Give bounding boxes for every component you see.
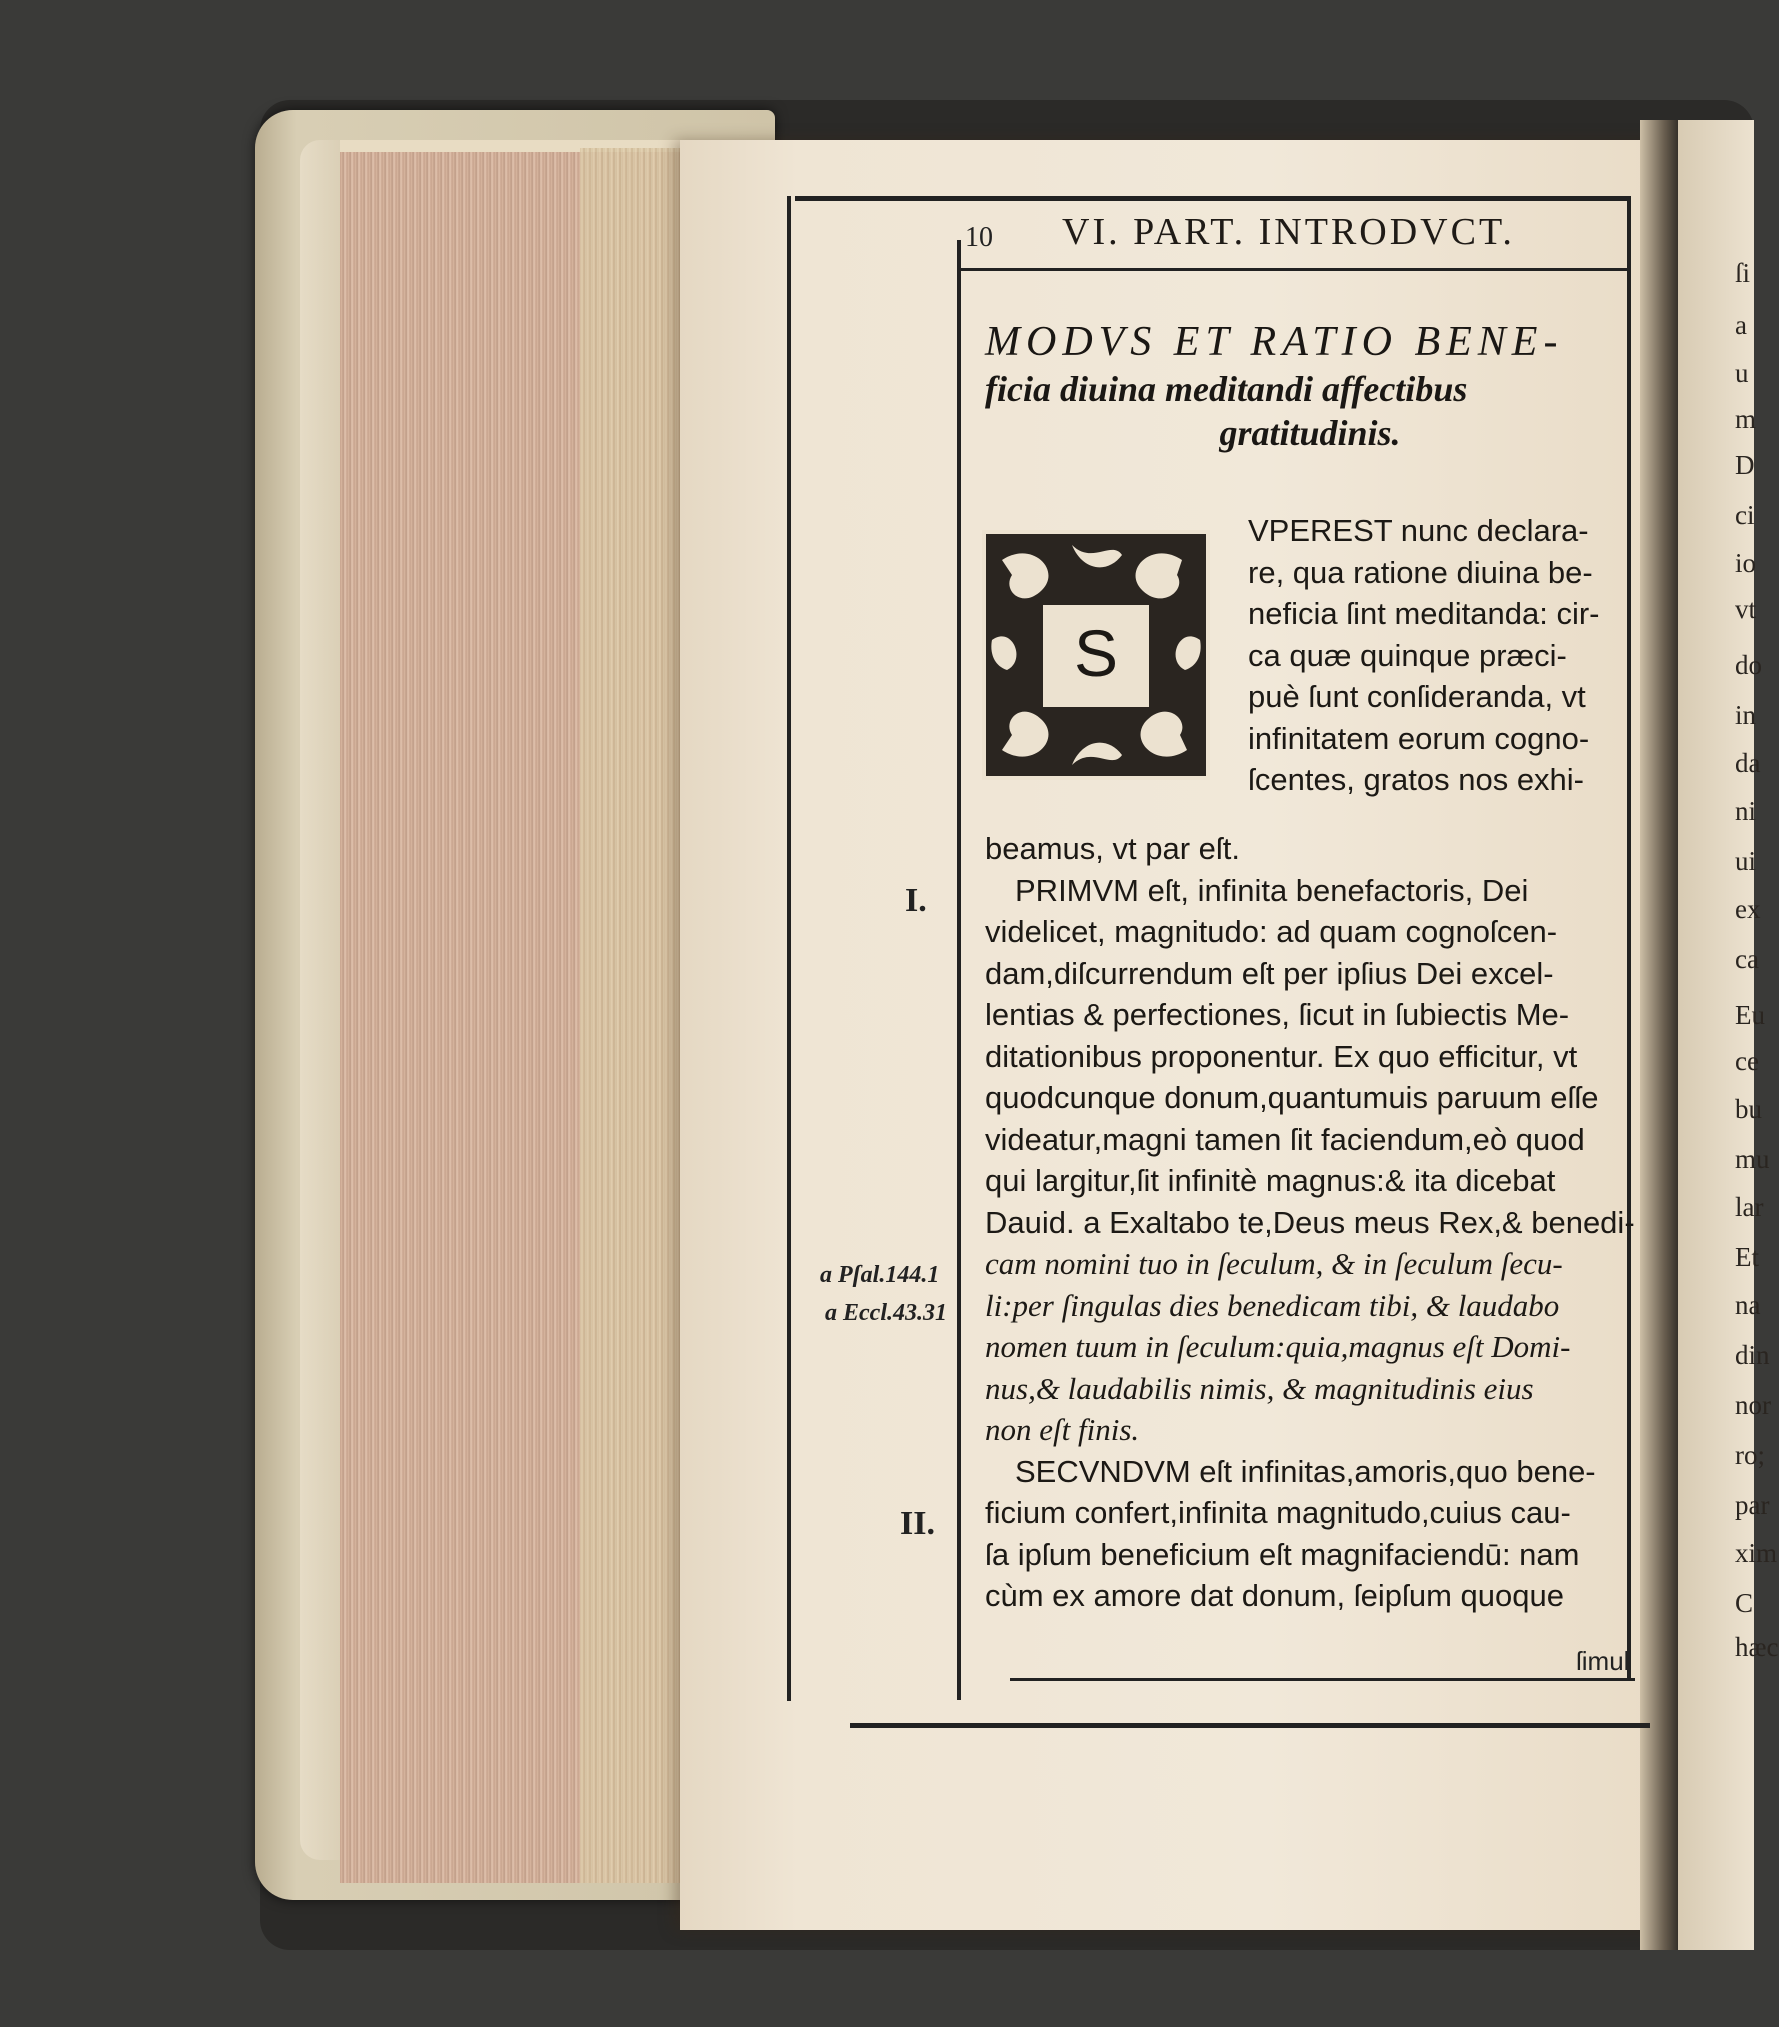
right-page-fragment-text: C bbox=[1735, 1588, 1754, 1618]
right-page-fragment-text: a bbox=[1735, 310, 1747, 340]
body-line: PRIMVM eſt, infinita benefactoris, Dei bbox=[1015, 872, 1529, 908]
right-page-fragment-text: Eu bbox=[1735, 1000, 1765, 1030]
body-line: SECVNDVM eſt infinitas,amoris,quo bene- bbox=[1015, 1453, 1596, 1489]
intro-line: VPEREST nunc declara- bbox=[1248, 513, 1589, 548]
right-page-fragment-text: mu bbox=[1735, 1144, 1770, 1174]
page-number: 10 bbox=[965, 222, 993, 253]
body-line: lentias & perfectiones, ſicut in ſubiectis Me- bbox=[985, 997, 1570, 1032]
title-line-2: ficia diuina meditandi affectibus bbox=[985, 369, 1468, 409]
right-page-fragment-text: lar bbox=[1735, 1192, 1764, 1222]
body-line-quote: li:per ſingulas dies benedicam tibi, & laudabo bbox=[985, 1287, 1560, 1323]
right-page-fragment-text: ſi bbox=[1735, 258, 1751, 288]
right-page-fragment-text: D bbox=[1735, 450, 1755, 480]
frame-top-rule-inner bbox=[960, 268, 1630, 271]
right-page-fragment-text: da bbox=[1735, 748, 1761, 778]
body-line-quote: cam nomini tuo in ſeculum, & in ſeculum ſecu- bbox=[985, 1246, 1563, 1281]
body-line: dam,diſcurrendum eſt per ipſius Dei excel- bbox=[985, 955, 1554, 991]
intro-line: ca quæ quinque præci- bbox=[1248, 637, 1567, 673]
intro-line: re, qua ratione diuina be- bbox=[1248, 554, 1593, 590]
right-page-fragment-text: ci bbox=[1735, 500, 1755, 530]
margin-numeral-1: I. bbox=[905, 882, 927, 919]
body-line-quote: nus,& laudabilis nimis, & magnitudinis eius bbox=[985, 1370, 1534, 1406]
right-page-fragment-text: din bbox=[1735, 1340, 1770, 1370]
catchword: ſimul bbox=[1576, 1646, 1630, 1676]
body-line: beamus, vt par eſt. bbox=[985, 831, 1241, 866]
ornamental-initial bbox=[982, 530, 1210, 780]
book-gutter bbox=[1640, 120, 1680, 1950]
body-line: videlicet, magnitudo: ad quam cognoſcen- bbox=[985, 914, 1558, 949]
body-line: qui largitur,ſit infinitè magnus:& ita dicebat bbox=[985, 1163, 1556, 1198]
right-page-fragment-text: nor bbox=[1735, 1390, 1771, 1420]
right-page-fragment-text: hæc bbox=[1735, 1632, 1779, 1662]
right-page-fragment-text: xim bbox=[1735, 1538, 1778, 1568]
body-line: ficium confert,infinita magnitudo,cuius cau- bbox=[985, 1495, 1571, 1530]
intro-line: puè ſunt conſideranda, vt bbox=[1248, 679, 1586, 714]
frame-bottom-rule bbox=[850, 1723, 1650, 1728]
right-page-fragment-text: ro; bbox=[1735, 1440, 1765, 1470]
frame-bottom-inner-rule bbox=[1010, 1678, 1635, 1681]
right-page-fragment-text: ui bbox=[1735, 846, 1757, 876]
right-page-fragment-text: par bbox=[1735, 1490, 1770, 1520]
drop-cap-letter: S bbox=[1073, 616, 1119, 690]
right-page-fragment-text: Et bbox=[1735, 1242, 1759, 1272]
right-page-fragment-text: ex bbox=[1735, 894, 1761, 924]
margin-numeral-2: II. bbox=[900, 1505, 935, 1542]
foliage-ornament-icon bbox=[982, 530, 1210, 780]
body-line: videatur,magni tamen ſit faciendum,eò quod bbox=[985, 1121, 1585, 1157]
chapter-title bbox=[985, 318, 1635, 454]
intro-line: ſcentes, gratos nos exhi- bbox=[1248, 762, 1585, 797]
intro-paragraph bbox=[1248, 510, 1638, 801]
right-page-fragment-text: u bbox=[1735, 358, 1749, 388]
intro-line: neficia ſint meditanda: cir- bbox=[1248, 596, 1600, 631]
right-page-fragment-text: ca bbox=[1735, 944, 1759, 974]
right-page-fragment-text: vt bbox=[1735, 594, 1757, 624]
margin-note-2: a Eccl.43.31 bbox=[825, 1300, 947, 1326]
body-line-quote: non eſt finis. bbox=[985, 1412, 1140, 1447]
right-page-fragment-text: bu bbox=[1735, 1094, 1762, 1124]
title-line-1: MODVS ET RATIO BENE- bbox=[985, 319, 1564, 365]
right-page-fragment-text: io bbox=[1735, 548, 1757, 578]
right-page-fragment-text: ce bbox=[1735, 1046, 1759, 1076]
frame-left-outer-rule bbox=[787, 196, 791, 1701]
frame-top-rule bbox=[795, 196, 1630, 201]
body-line: quodcunque donum,quantumuis paruum eſſe bbox=[985, 1080, 1599, 1115]
body-line: cùm ex amore dat donum, ſeipſum quoque bbox=[985, 1578, 1564, 1613]
right-page-fragment-text: ni bbox=[1735, 796, 1757, 826]
frame-left-inner-rule bbox=[957, 240, 961, 1700]
title-line-3: gratitudinis. bbox=[1219, 413, 1401, 453]
intro-line: infinitatem eorum cogno- bbox=[1248, 720, 1590, 756]
body-line: Dauid. a Exaltabo te,Deus meus Rex,& benedi- bbox=[985, 1204, 1635, 1240]
margin-note-1: a Pſal.144.1 bbox=[820, 1262, 940, 1288]
body-line: ſa ipſum beneficium eſt magnifaciendū: nam bbox=[985, 1536, 1580, 1572]
body-line: ditationibus proponentur. Ex quo efficitur, vt bbox=[985, 1038, 1578, 1074]
body-line-quote: nomen tuum in ſeculum:quia,magnus eſt Domi- bbox=[985, 1329, 1571, 1364]
running-header: VI. PART. INTRODVCT. bbox=[1062, 211, 1515, 253]
right-page-fragment-text: do bbox=[1735, 650, 1762, 680]
right-page-fragment-text: na bbox=[1735, 1290, 1761, 1320]
main-text bbox=[985, 828, 1640, 1617]
right-page-fragment-text: in bbox=[1735, 700, 1757, 730]
right-page-fragment-text: m bbox=[1735, 404, 1757, 434]
